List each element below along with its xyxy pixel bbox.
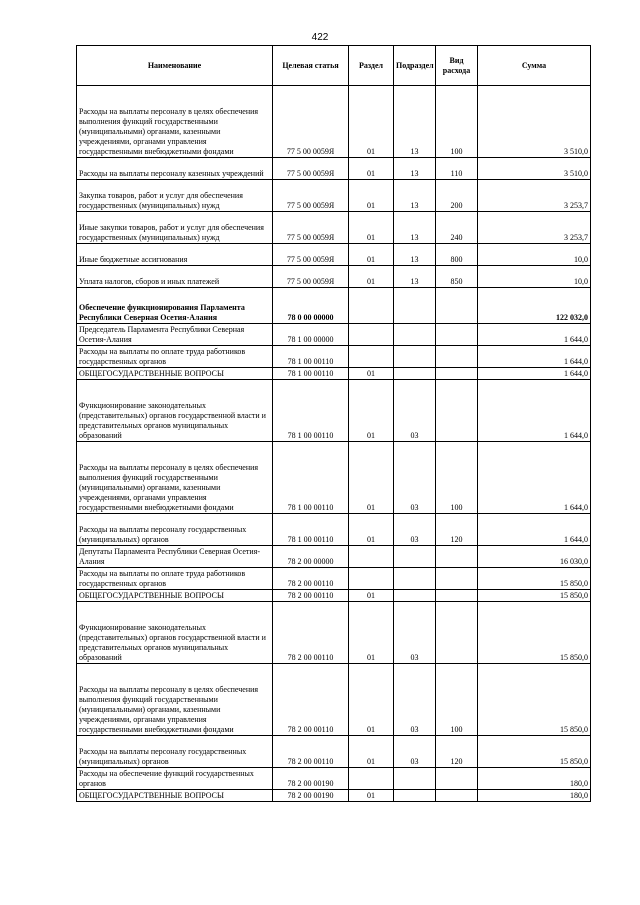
cell-name: Депутаты Парламента Республики Северная Осетия-Алания — [77, 546, 273, 568]
cell-name: Расходы на выплаты персоналу государственных (муниципальных) органов — [77, 514, 273, 546]
cell-name: Расходы на выплаты персоналу в целях обеспечения выполнения функций государственными (муниципальными) органами, казенными учреждениями, органами управления государственными внебюджетными фондами — [77, 664, 273, 736]
cell-expense-kind: 120 — [436, 736, 478, 768]
cell-subsection — [394, 346, 436, 368]
cell-subsection — [394, 568, 436, 590]
cell-expense-kind: 200 — [436, 180, 478, 212]
header-section: Раздел — [349, 46, 394, 86]
table-row — [77, 768, 591, 790]
cell-target-item: 78 2 00 00110 — [273, 664, 349, 736]
cell-section — [349, 324, 394, 346]
cell-target-item: 77 5 00 0059Я — [273, 244, 349, 266]
cell-section — [349, 768, 394, 790]
cell-name: ОБЩЕГОСУДАРСТВЕННЫЕ ВОПРОСЫ — [77, 368, 273, 380]
cell-target-item: 77 5 00 0059Я — [273, 266, 349, 288]
cell-target-item: 78 1 00 00110 — [273, 368, 349, 380]
cell-expense-kind: 240 — [436, 212, 478, 244]
cell-section: 01 — [349, 244, 394, 266]
cell-section: 01 — [349, 180, 394, 212]
cell-subsection: 13 — [394, 86, 436, 158]
budget-table — [76, 45, 591, 802]
cell-section: 01 — [349, 380, 394, 442]
cell-subsection — [394, 324, 436, 346]
cell-target-item: 78 2 00 00190 — [273, 768, 349, 790]
table-header-row — [77, 46, 591, 86]
cell-name: Функционирование законодательных (представительных) органов государственной власти и представительных органов муниципальных образований — [77, 380, 273, 442]
cell-name: Председатель Парламента Республики Северная Осетия-Алания — [77, 324, 273, 346]
cell-target-item: 78 2 00 00110 — [273, 736, 349, 768]
cell-sum: 1 644,0 — [478, 442, 591, 514]
cell-target-item: 78 1 00 00110 — [273, 380, 349, 442]
cell-section: 01 — [349, 602, 394, 664]
table-row — [77, 546, 591, 568]
cell-expense-kind — [436, 288, 478, 324]
cell-expense-kind — [436, 324, 478, 346]
cell-target-item: 78 1 00 00110 — [273, 514, 349, 546]
cell-name: Расходы на обеспечение функций государственных органов — [77, 768, 273, 790]
header-expense-kind: Вид расхода — [436, 46, 478, 86]
cell-section: 01 — [349, 442, 394, 514]
cell-name: ОБЩЕГОСУДАРСТВЕННЫЕ ВОПРОСЫ — [77, 590, 273, 602]
cell-subsection — [394, 288, 436, 324]
cell-sum: 15 850,0 — [478, 664, 591, 736]
table-row — [77, 736, 591, 768]
cell-target-item: 77 5 00 0059Я — [273, 212, 349, 244]
header-sum: Сумма — [478, 46, 591, 86]
table-row — [77, 346, 591, 368]
cell-target-item: 77 5 00 0059Я — [273, 158, 349, 180]
cell-sum: 1 644,0 — [478, 324, 591, 346]
cell-subsection: 13 — [394, 158, 436, 180]
cell-name: Закупка товаров, работ и услуг для обеспечения государственных (муниципальных) нужд — [77, 180, 273, 212]
cell-sum: 10,0 — [478, 244, 591, 266]
cell-sum: 15 850,0 — [478, 602, 591, 664]
table-row — [77, 368, 591, 380]
cell-section — [349, 546, 394, 568]
cell-expense-kind: 800 — [436, 244, 478, 266]
cell-section — [349, 288, 394, 324]
cell-section: 01 — [349, 664, 394, 736]
cell-name: Расходы на выплаты по оплате труда работников государственных органов — [77, 346, 273, 368]
cell-expense-kind — [436, 368, 478, 380]
cell-target-item: 78 2 00 00110 — [273, 602, 349, 664]
table-row — [77, 380, 591, 442]
cell-expense-kind: 120 — [436, 514, 478, 546]
cell-target-item: 78 1 00 00000 — [273, 324, 349, 346]
cell-target-item: 78 1 00 00110 — [273, 442, 349, 514]
header-target-item: Целевая статья — [273, 46, 349, 86]
cell-sum: 3 253,7 — [478, 212, 591, 244]
table-row — [77, 568, 591, 590]
cell-sum: 180,0 — [478, 768, 591, 790]
cell-expense-kind — [436, 602, 478, 664]
cell-target-item: 78 2 00 00190 — [273, 790, 349, 802]
cell-subsection: 13 — [394, 212, 436, 244]
cell-section — [349, 568, 394, 590]
cell-target-item: 78 2 00 00110 — [273, 590, 349, 602]
table-row — [77, 158, 591, 180]
cell-section: 01 — [349, 368, 394, 380]
cell-expense-kind — [436, 346, 478, 368]
cell-subsection — [394, 590, 436, 602]
cell-name: Обеспечение функционирования Парламента Республики Северная Осетия-Алания — [77, 288, 273, 324]
cell-subsection: 03 — [394, 514, 436, 546]
cell-sum: 180,0 — [478, 790, 591, 802]
cell-sum: 10,0 — [478, 266, 591, 288]
cell-target-item: 78 2 00 00110 — [273, 568, 349, 590]
cell-name: Функционирование законодательных (представительных) органов государственной власти и представительных органов муниципальных образований — [77, 602, 273, 664]
table-row — [77, 266, 591, 288]
header-subsection: Подраздел — [394, 46, 436, 86]
cell-expense-kind: 110 — [436, 158, 478, 180]
cell-name: Расходы на выплаты по оплате труда работников государственных органов — [77, 568, 273, 590]
cell-section: 01 — [349, 736, 394, 768]
cell-expense-kind — [436, 546, 478, 568]
table-row — [77, 244, 591, 266]
cell-sum: 3 510,0 — [478, 86, 591, 158]
cell-target-item: 78 0 00 00000 — [273, 288, 349, 324]
table-row — [77, 514, 591, 546]
cell-name: Расходы на выплаты персоналу казенных учреждений — [77, 158, 273, 180]
table-row — [77, 790, 591, 802]
cell-expense-kind — [436, 590, 478, 602]
cell-section: 01 — [349, 86, 394, 158]
page-number: 422 — [311, 32, 329, 43]
cell-name: Иные закупки товаров, работ и услуг для обеспечения государственных (муниципальных) нужд — [77, 212, 273, 244]
cell-subsection — [394, 546, 436, 568]
cell-expense-kind: 100 — [436, 86, 478, 158]
cell-subsection: 03 — [394, 664, 436, 736]
cell-subsection: 03 — [394, 602, 436, 664]
cell-subsection: 13 — [394, 266, 436, 288]
cell-sum: 1 644,0 — [478, 346, 591, 368]
cell-section: 01 — [349, 790, 394, 802]
table-row — [77, 212, 591, 244]
cell-subsection: 03 — [394, 736, 436, 768]
cell-subsection: 13 — [394, 180, 436, 212]
cell-sum: 3 510,0 — [478, 158, 591, 180]
cell-name: Расходы на выплаты персоналу государственных (муниципальных) органов — [77, 736, 273, 768]
cell-sum: 122 032,0 — [478, 288, 591, 324]
cell-expense-kind — [436, 790, 478, 802]
cell-subsection — [394, 368, 436, 380]
cell-expense-kind: 850 — [436, 266, 478, 288]
table-row — [77, 442, 591, 514]
cell-subsection — [394, 768, 436, 790]
cell-expense-kind: 100 — [436, 664, 478, 736]
cell-name: ОБЩЕГОСУДАРСТВЕННЫЕ ВОПРОСЫ — [77, 790, 273, 802]
table-row — [77, 288, 591, 324]
cell-expense-kind: 100 — [436, 442, 478, 514]
cell-section: 01 — [349, 266, 394, 288]
cell-name: Уплата налогов, сборов и иных платежей — [77, 266, 273, 288]
table-row — [77, 180, 591, 212]
cell-name: Расходы на выплаты персоналу в целях обеспечения выполнения функций государственными (муниципальными) органами, казенными учреждениями, органами управления государственными внебюджетными фондами — [77, 442, 273, 514]
cell-section: 01 — [349, 590, 394, 602]
cell-sum: 1 644,0 — [478, 514, 591, 546]
cell-sum: 16 030,0 — [478, 546, 591, 568]
table-row — [77, 590, 591, 602]
cell-target-item: 78 2 00 00000 — [273, 546, 349, 568]
cell-subsection — [394, 790, 436, 802]
cell-section — [349, 346, 394, 368]
cell-section: 01 — [349, 514, 394, 546]
cell-section: 01 — [349, 212, 394, 244]
cell-sum: 1 644,0 — [478, 368, 591, 380]
cell-target-item: 77 5 00 0059Я — [273, 86, 349, 158]
cell-sum: 15 850,0 — [478, 568, 591, 590]
cell-target-item: 77 5 00 0059Я — [273, 180, 349, 212]
cell-subsection: 13 — [394, 244, 436, 266]
cell-target-item: 78 1 00 00110 — [273, 346, 349, 368]
cell-expense-kind — [436, 380, 478, 442]
table-body — [77, 86, 591, 802]
cell-expense-kind — [436, 768, 478, 790]
table-row — [77, 324, 591, 346]
cell-section: 01 — [349, 158, 394, 180]
cell-name: Иные бюджетные ассигнования — [77, 244, 273, 266]
cell-sum: 3 253,7 — [478, 180, 591, 212]
cell-sum: 15 850,0 — [478, 590, 591, 602]
cell-expense-kind — [436, 568, 478, 590]
cell-sum: 15 850,0 — [478, 736, 591, 768]
table-row — [77, 664, 591, 736]
cell-name: Расходы на выплаты персоналу в целях обеспечения выполнения функций государственными (муниципальными) органами, казенными учреждениями, органами управления государственными внебюджетными фондами — [77, 86, 273, 158]
cell-subsection: 03 — [394, 380, 436, 442]
cell-subsection: 03 — [394, 442, 436, 514]
header-name: Наименование — [77, 46, 273, 86]
table-row — [77, 86, 591, 158]
table-row — [77, 602, 591, 664]
cell-sum: 1 644,0 — [478, 380, 591, 442]
